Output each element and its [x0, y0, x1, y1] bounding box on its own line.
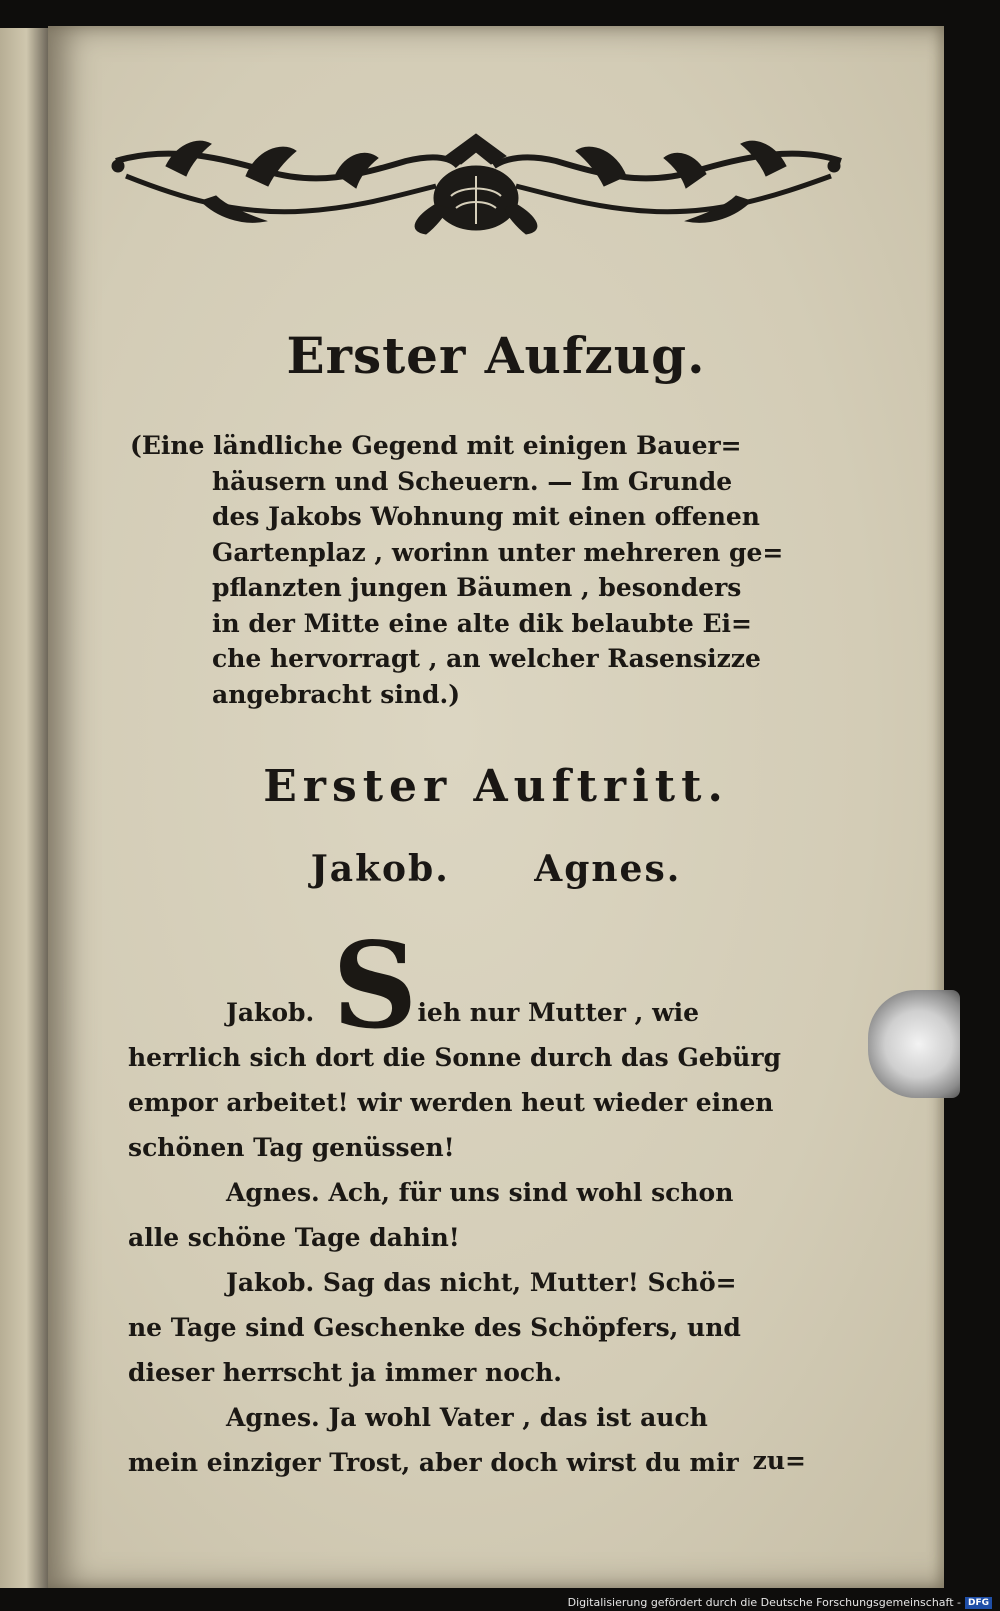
dialogue-line: empor arbeitet! wir werden heut wieder einen	[128, 1088, 774, 1117]
speaker-name: Jakob.	[226, 998, 315, 1027]
dialogue-line-start: ieh nur Mutter , wie	[417, 998, 700, 1027]
dialogue-line: alle schöne Tage dahin!	[128, 1223, 460, 1252]
stage-direction-line: Gartenplaz , worinn unter mehreren ge=	[212, 537, 784, 567]
footer-credit	[568, 1596, 992, 1609]
stage-direction	[130, 428, 860, 712]
dialogue-first-line	[128, 916, 864, 1055]
stage-direction-line: häusern und Scheuern. — Im Grunde	[212, 466, 733, 496]
drop-cap: S	[332, 916, 418, 1055]
dialogue-line: Agnes. Ja wohl Vater , das ist auch	[226, 1403, 708, 1432]
dialogue-line: ne Tage sind Geschenke des Schöpfers, und	[128, 1313, 741, 1342]
stage-direction-line: (Eine ländliche Gegend mit einigen Bauer=	[130, 431, 742, 460]
dialogue-text	[128, 916, 864, 1485]
dialogue-line: dieser herrscht ja immer noch.	[128, 1358, 562, 1387]
stage-direction-line: in der Mitte eine alte dik belaubte Ei=	[212, 608, 752, 638]
left-page-edge	[0, 28, 48, 1588]
dfg-logo-badge: DFG	[965, 1597, 992, 1609]
stage-direction-line: pflanzten jungen Bäumen , besonders	[212, 573, 742, 602]
scene-heading: Erster Auftritt.	[263, 761, 729, 812]
ornament-vignette	[106, 116, 846, 246]
stage-direction-line: che hervorragt , an welcher Rasensizze	[212, 644, 761, 673]
dialogue-line: Jakob. Sag das nicht, Mutter! Schö=	[226, 1268, 737, 1297]
dialogue-line: schönen Tag genüssen!	[128, 1133, 455, 1162]
dialogue-line: Agnes. Ach, für uns sind wohl schon	[226, 1178, 734, 1207]
catchword: zu=	[752, 1446, 806, 1475]
footer-text: Digitalisierung gefördert durch die Deutsche Forschungsgemeinschaft -	[567, 1596, 961, 1609]
book-page	[48, 26, 944, 1588]
stage-direction-line: des Jakobs Wohnung mit einen offenen	[212, 502, 760, 531]
dialogue-line: mein einziger Trost, aber doch wirst du mir	[128, 1448, 739, 1477]
stage-direction-line: angebracht sind.)	[212, 679, 461, 709]
dialogue-line: herrlich sich dort die Sonne durch das Gebürg	[128, 1043, 782, 1072]
act-heading: Erster Aufzug.	[286, 326, 706, 385]
persons-list: Jakob. Agnes.	[310, 848, 682, 890]
page-clip	[868, 990, 960, 1098]
